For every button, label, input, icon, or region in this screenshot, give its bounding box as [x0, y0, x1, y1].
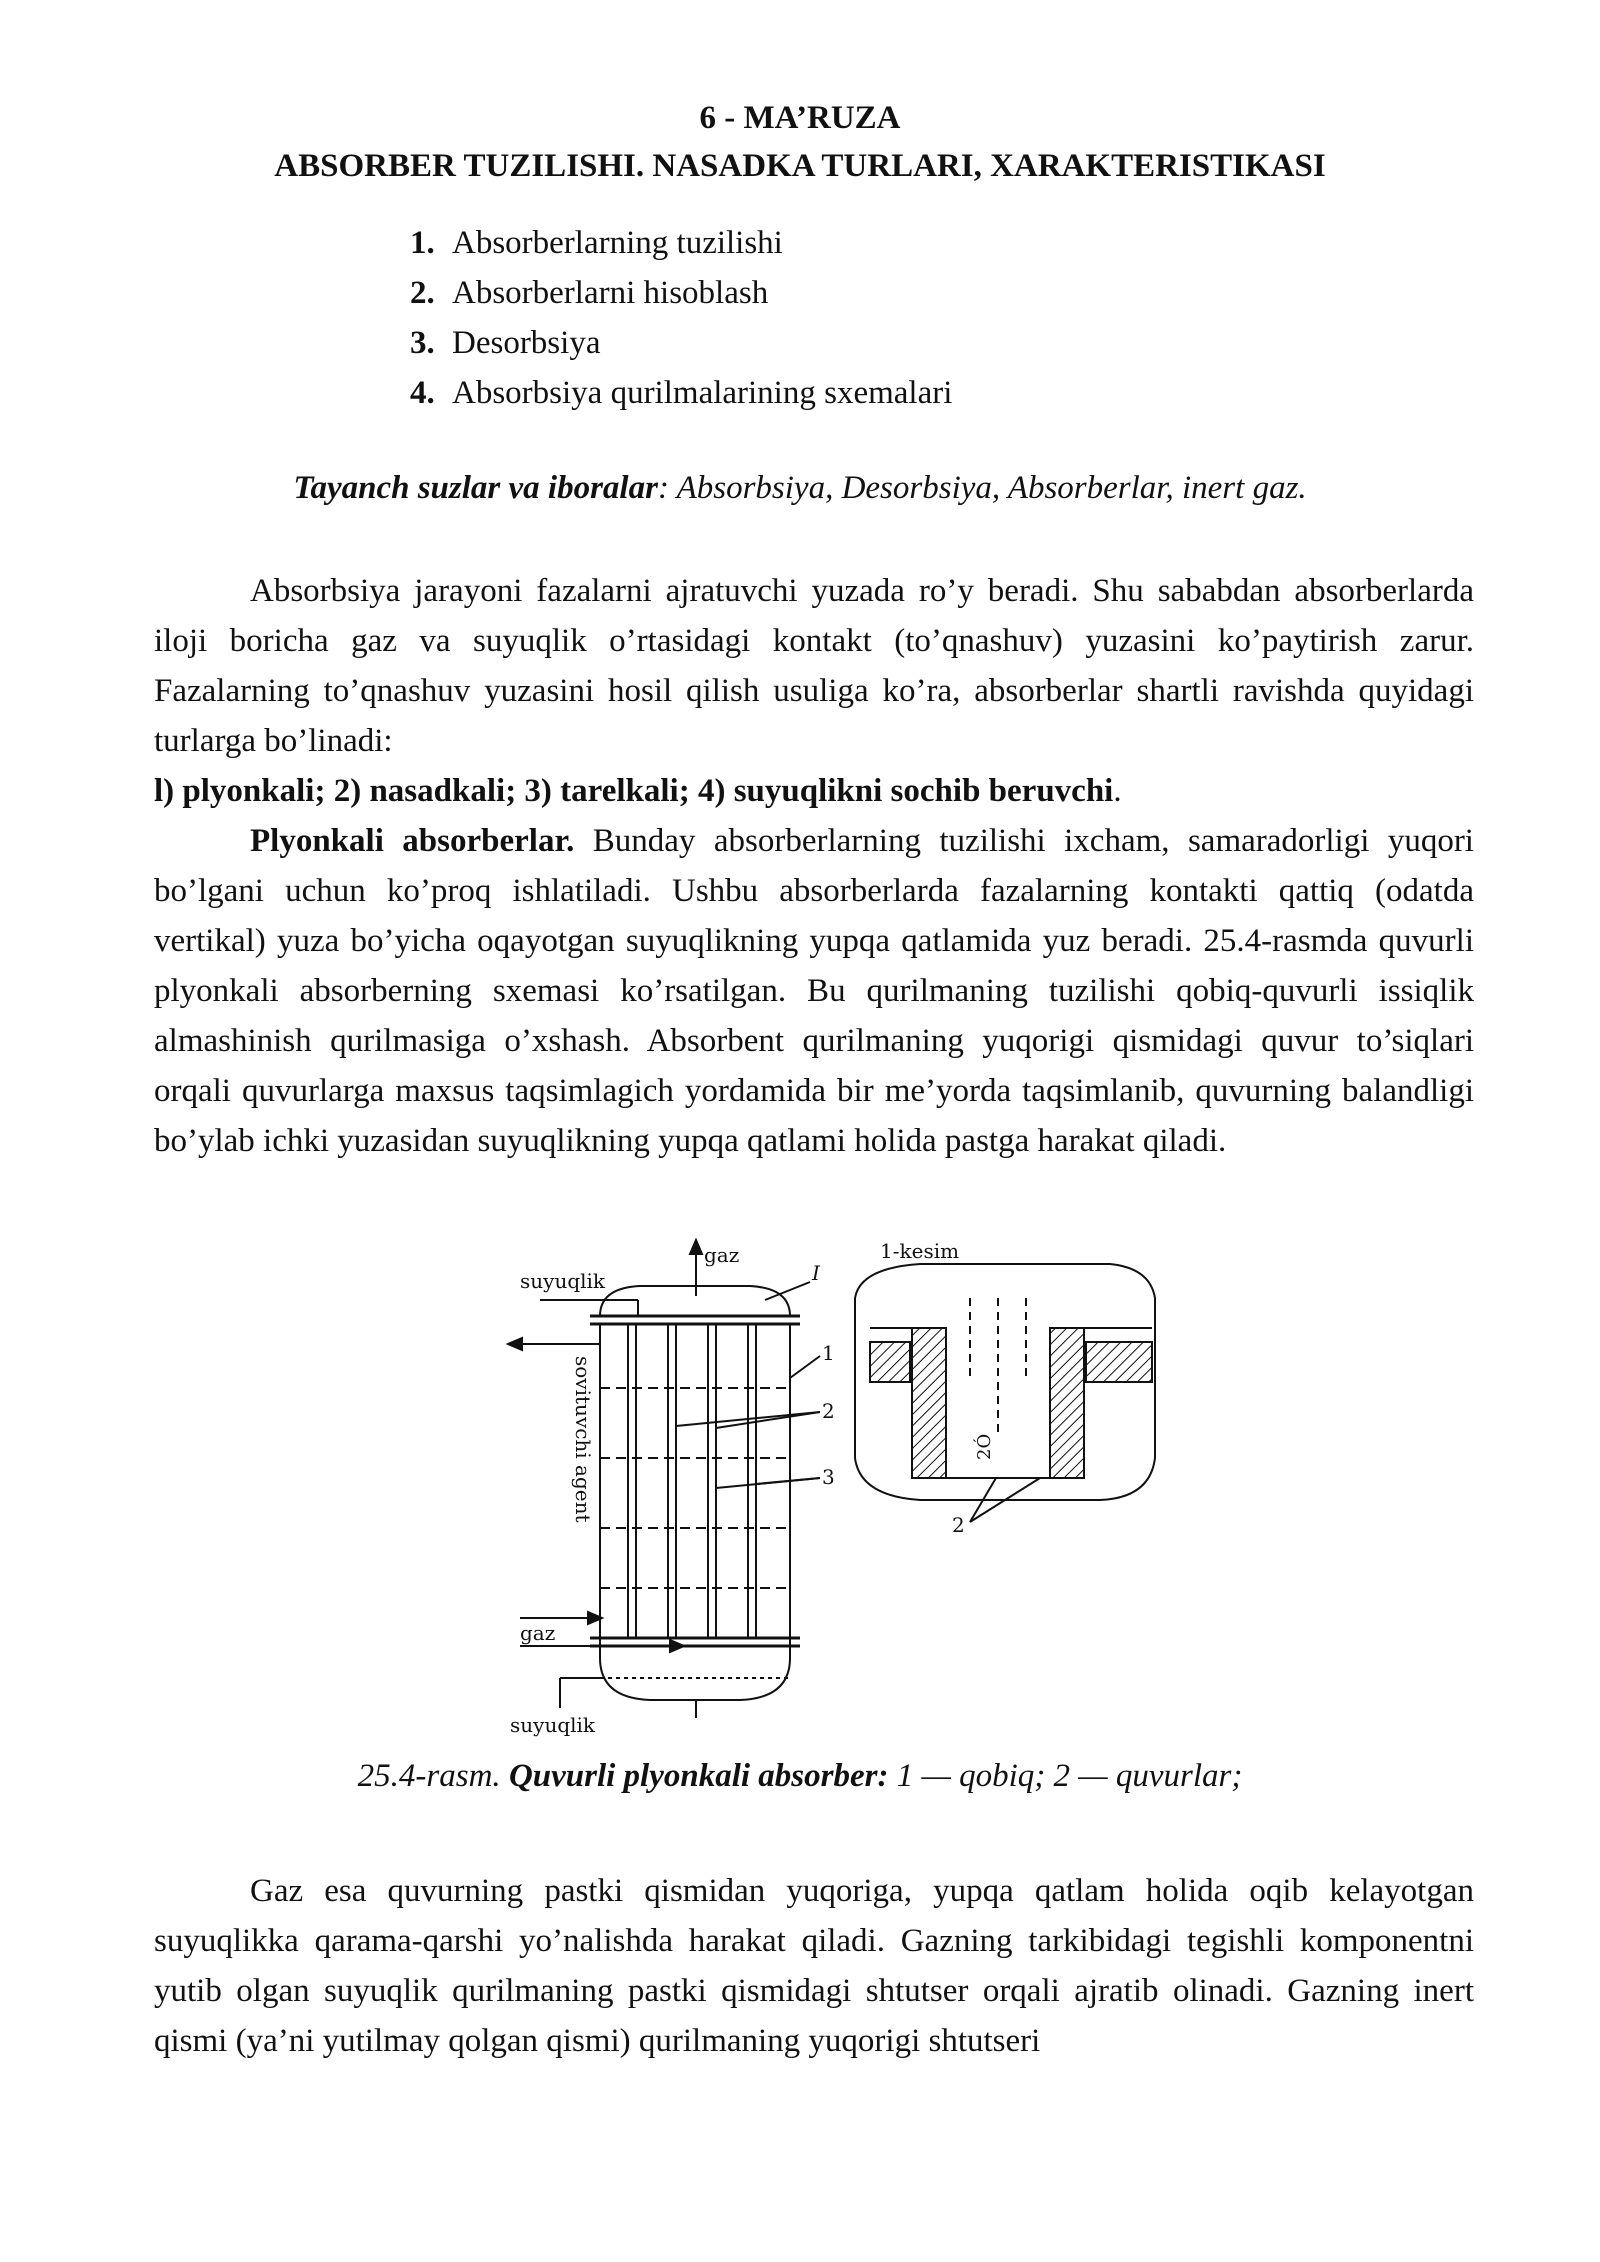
- label-liquid-in: suyuqlik: [520, 1269, 606, 1293]
- toc-item: [410, 318, 952, 368]
- keywords-label: Tayanch suzlar va iboralar: [293, 470, 658, 506]
- paragraph-intro-text: Absorbsiya jarayoni fazalarni ajratuvchi yuzada ro’y beradi. Shu sababdan absorberlarda iloji boricha gaz va suyuqlik o’rtasidagi kontakt (to’qnashuv) yuzasini ko’paytirish zarur. Fazalarning to’qnashuv yuzasini hosil qilish usuliga ko’ra, absorberlar shartli ravishda quyidagi turlarga bo’linadi:: [154, 573, 1474, 759]
- toc-text: Absorbsiya qurilmalarining sxemalari: [452, 375, 953, 411]
- toc-text: Absorberlarning tuzilishi: [452, 225, 783, 261]
- toc-text: Absorberlarni hisoblash: [452, 275, 769, 311]
- label-section: 1-kesim: [880, 1239, 960, 1263]
- absorber-types-end: .: [1113, 773, 1122, 809]
- toc-item: [410, 368, 952, 418]
- absorber-diagram: [500, 1238, 1160, 1738]
- keywords-line: [0, 468, 1600, 508]
- label-liquid-out: suyuqlik: [510, 1713, 596, 1737]
- tube-wall-left: [912, 1328, 946, 1478]
- label-3: 3: [822, 1465, 835, 1489]
- absorber-figure: [500, 1238, 1160, 1738]
- toc-item: [410, 268, 952, 318]
- film-absorbers-text: Bunday absorberlarning tuzilishi ixcham, samaradorligi yuqori bo’lgani uchun ko’proq ishlatiladi. Ushbu absorberlarda fazalarning kontakti qattiq (odatda vertikal) yuza bo’yicha oqayotgan suyuqlikning yupqa qatlamida yuz beradi. 25.4-rasmda quvurli plyonkali absorberning sxemasi ko’rsatilgan. Bu qurilmaning tuzilishi qobiq-quvurli issiqlik almashinish qurilmasiga o’xshash. Absorbent qurilmaning yuqorigi qismidagi quvur to’siqlari orqali quvurlarga maxsus taqsimlagich yordamida bir me’yorda taqsimlanib, quvurning balandligi bo’ylab ichki yuzasidan suyuqlikning yupqa qatlami holida pastga harakat qiladi.: [154, 823, 1474, 1159]
- toc-number: 3.: [410, 325, 435, 361]
- keywords-text: : Absorbsiya, Desorbsiya, Absorberlar, inert gaz.: [657, 470, 1307, 506]
- toc-number: 1.: [410, 225, 435, 261]
- paragraph-gas-flow-text: Gaz esa quvurning pastki qismidan yuqoriga, yupqa qatlam holida oqib kelayotgan suyuqlikka qarama-qarshi yo’nalishda harakat qiladi. Gazning tarkibidagi tegishli komponentni yutib olgan suyuqlik qurilmaning pastki qismidagi shtutser orqali ajratib olinadi. Gazning inert qismi (ya’ni yutilmay qolgan qismi) qurilmaning yuqorigi shtutseri: [154, 1873, 1474, 2059]
- toc-text: Desorbsiya: [452, 325, 601, 361]
- label-1: 1: [822, 1341, 835, 1365]
- toc-number: 2.: [410, 275, 435, 311]
- figure-caption: [0, 1756, 1600, 1796]
- paragraph-intro: [154, 566, 1474, 766]
- toc-item: [410, 218, 952, 268]
- label-2-section: 2: [952, 1513, 965, 1537]
- label-2: 2: [822, 1399, 835, 1423]
- paragraph-types: [154, 766, 1474, 816]
- caption-legend: 1 — qobiq; 2 — quvurlar;: [888, 1758, 1243, 1794]
- label-gas-in: gaz: [520, 1621, 556, 1645]
- paragraph-gas-flow: [154, 1866, 1474, 2066]
- lecture-number: 6 - MA’RUZA: [699, 100, 901, 136]
- caption-prefix: 25.4-rasm.: [357, 1758, 509, 1794]
- toc-number: 4.: [410, 375, 435, 411]
- paragraph-film-absorbers: [154, 816, 1474, 1166]
- caption-title: Quvurli plyonkali absorber:: [508, 1758, 889, 1794]
- label-gas-top: gaz: [704, 1243, 740, 1267]
- gas-outlet-arrow: [690, 1240, 702, 1254]
- cross-section: [855, 1264, 1155, 1522]
- tube-wall-right: [1050, 1328, 1084, 1478]
- label-dimension: 2Ó: [974, 1433, 995, 1460]
- label-coolant: sovituvchi agent: [571, 1356, 595, 1523]
- table-of-contents: [410, 218, 952, 418]
- film-absorbers-heading: Plyonkali absorberlar.: [250, 823, 575, 859]
- label-I: I: [812, 1261, 820, 1285]
- absorber-types-list: l) plyonkali; 2) nasadkali; 3) tarelkali; 4) suyuqlikni sochib beruvchi: [154, 773, 1114, 809]
- lecture-title: ABSORBER TUZILISHI. NASADKA TURLARI, XARAKTERISTIKASI: [274, 148, 1326, 184]
